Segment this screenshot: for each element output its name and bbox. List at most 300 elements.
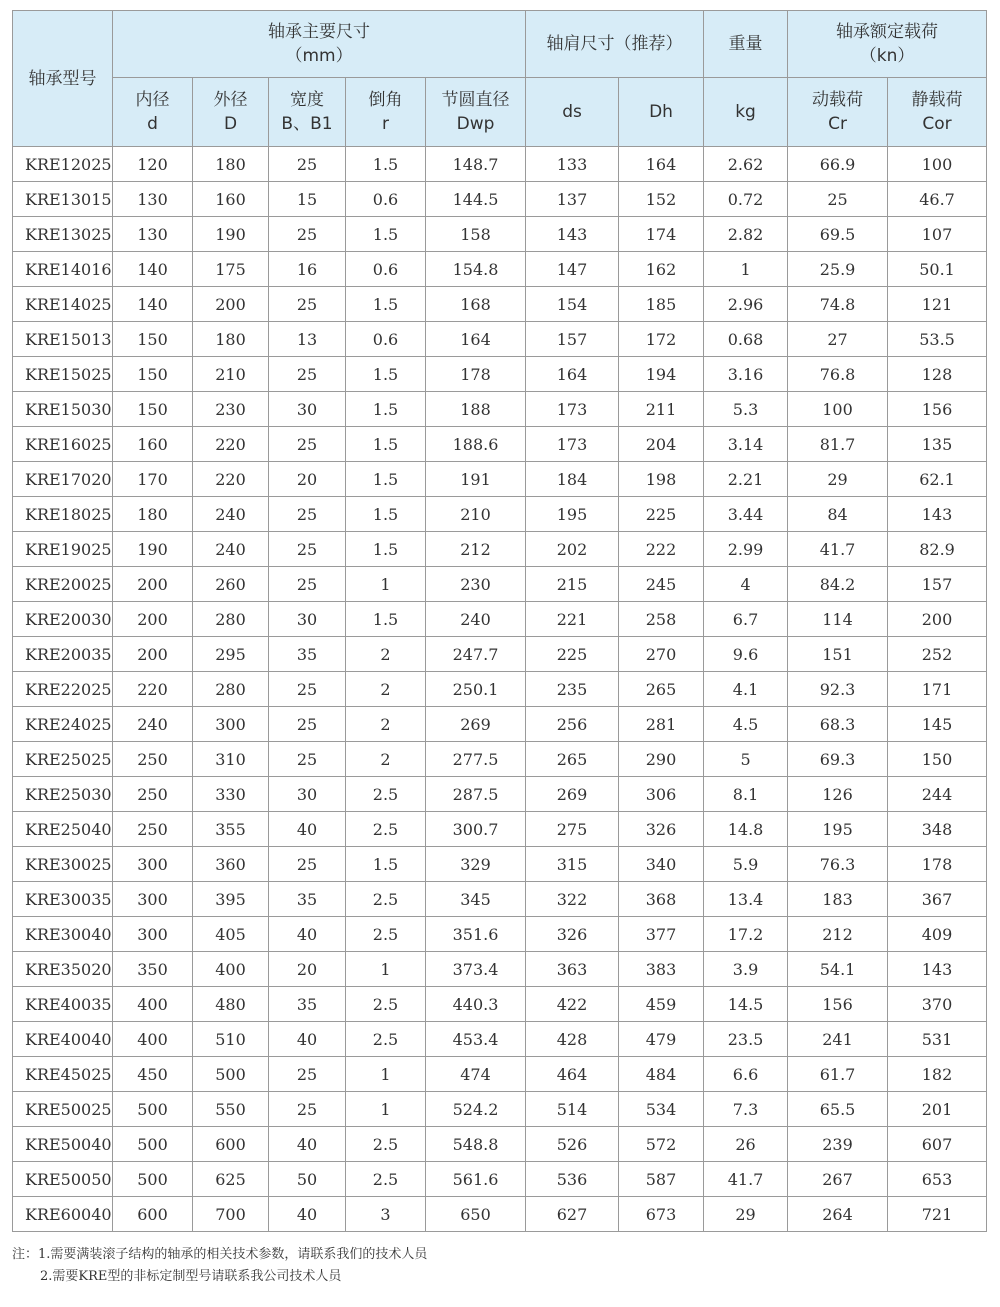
table-cell: 133	[526, 147, 619, 182]
table-cell: 548.8	[426, 1127, 526, 1162]
table-cell: 250	[113, 812, 193, 847]
table-cell: 65.5	[788, 1092, 888, 1127]
table-cell: 230	[193, 392, 269, 427]
table-cell: 180	[193, 322, 269, 357]
table-cell: 50.1	[888, 252, 987, 287]
table-cell: 162	[619, 252, 704, 287]
cell-model: KRE50025	[13, 1092, 113, 1127]
table-cell: 256	[526, 707, 619, 742]
table-cell: 348	[888, 812, 987, 847]
table-cell: 7.3	[704, 1092, 788, 1127]
table-cell: 360	[193, 847, 269, 882]
table-cell: 152	[619, 182, 704, 217]
table-cell: 66.9	[788, 147, 888, 182]
table-cell: 2	[346, 672, 426, 707]
header-col-inner-diameter	[113, 78, 193, 147]
table-cell: 536	[526, 1162, 619, 1197]
table-cell: 156	[888, 392, 987, 427]
table-row	[13, 882, 987, 917]
table-row	[13, 672, 987, 707]
header-col-dh: Dh	[619, 78, 704, 147]
table-row	[13, 252, 987, 287]
table-row	[13, 217, 987, 252]
table-cell: 130	[113, 182, 193, 217]
table-cell: 2.5	[346, 1162, 426, 1197]
table-cell: 40	[269, 812, 346, 847]
header-col-symbol: Cor	[922, 114, 952, 134]
table-cell: 35	[269, 637, 346, 672]
table-cell: 41.7	[704, 1162, 788, 1197]
header-col-symbol: d	[147, 114, 158, 134]
table-cell: 25	[269, 1057, 346, 1092]
table-cell: 587	[619, 1162, 704, 1197]
table-cell: 373.4	[426, 952, 526, 987]
table-cell: 30	[269, 777, 346, 812]
table-cell: 383	[619, 952, 704, 987]
table-cell: 76.3	[788, 847, 888, 882]
table-cell: 215	[526, 567, 619, 602]
table-cell: 25	[788, 182, 888, 217]
table-cell: 14.5	[704, 987, 788, 1022]
cell-model: KRE16025	[13, 427, 113, 462]
cell-model: KRE25040	[13, 812, 113, 847]
table-row	[13, 1092, 987, 1127]
table-cell: 188.6	[426, 427, 526, 462]
table-cell: 154.8	[426, 252, 526, 287]
table-cell: 1	[346, 1057, 426, 1092]
table-cell: 25	[269, 707, 346, 742]
table-cell: 1.5	[346, 602, 426, 637]
table-cell: 130	[113, 217, 193, 252]
table-row	[13, 462, 987, 497]
table-cell: 54.1	[788, 952, 888, 987]
table-cell: 211	[619, 392, 704, 427]
table-cell: 561.6	[426, 1162, 526, 1197]
table-cell: 148.7	[426, 147, 526, 182]
cell-model: KRE50050	[13, 1162, 113, 1197]
table-cell: 368	[619, 882, 704, 917]
table-cell: 200	[113, 602, 193, 637]
table-cell: 143	[526, 217, 619, 252]
table-cell: 25	[269, 742, 346, 777]
cell-model: KRE20025	[13, 567, 113, 602]
table-cell: 1.5	[346, 847, 426, 882]
table-cell: 4	[704, 567, 788, 602]
table-cell: 25	[269, 847, 346, 882]
table-cell: 170	[113, 462, 193, 497]
table-cell: 280	[193, 672, 269, 707]
table-cell: 135	[888, 427, 987, 462]
table-row	[13, 1197, 987, 1232]
table-cell: 531	[888, 1022, 987, 1057]
table-cell: 267	[788, 1162, 888, 1197]
table-cell: 240	[193, 532, 269, 567]
cell-model: KRE40040	[13, 1022, 113, 1057]
table-cell: 121	[888, 287, 987, 322]
table-row	[13, 812, 987, 847]
table-cell: 264	[788, 1197, 888, 1232]
table-cell: 300	[193, 707, 269, 742]
header-main-dimensions-unit: （mm）	[285, 46, 353, 66]
table-cell: 128	[888, 357, 987, 392]
table-cell: 200	[888, 602, 987, 637]
table-cell: 2.5	[346, 1022, 426, 1057]
cell-model: KRE14016	[13, 252, 113, 287]
table-cell: 23.5	[704, 1022, 788, 1057]
table-cell: 459	[619, 987, 704, 1022]
table-cell: 484	[619, 1057, 704, 1092]
table-cell: 287.5	[426, 777, 526, 812]
header-col-width	[269, 78, 346, 147]
table-cell: 225	[619, 497, 704, 532]
header-col-name: 内径	[135, 90, 170, 110]
table-row	[13, 532, 987, 567]
cell-model: KRE17020	[13, 462, 113, 497]
table-cell: 315	[526, 847, 619, 882]
table-cell: 2.5	[346, 812, 426, 847]
table-cell: 76.8	[788, 357, 888, 392]
table-cell: 40	[269, 1022, 346, 1057]
header-main-dimensions-title: 轴承主要尺寸	[268, 22, 371, 42]
table-cell: 25	[269, 672, 346, 707]
header-col-symbol: D	[223, 114, 238, 134]
table-cell: 150	[113, 392, 193, 427]
table-cell: 210	[426, 497, 526, 532]
table-cell: 625	[193, 1162, 269, 1197]
bearing-spec-table-container	[12, 10, 986, 1232]
table-cell: 168	[426, 287, 526, 322]
table-cell: 160	[193, 182, 269, 217]
table-cell: 673	[619, 1197, 704, 1232]
table-row	[13, 952, 987, 987]
table-cell: 351.6	[426, 917, 526, 952]
table-cell: 370	[888, 987, 987, 1022]
header-col-pitch-diameter	[426, 78, 526, 147]
table-cell: 252	[888, 637, 987, 672]
table-cell: 2	[346, 707, 426, 742]
table-cell: 53.5	[888, 322, 987, 357]
cell-model: KRE13025	[13, 217, 113, 252]
table-cell: 220	[193, 462, 269, 497]
table-cell: 82.9	[888, 532, 987, 567]
cell-model: KRE50040	[13, 1127, 113, 1162]
footnote-2: 2.需要KRE型的非标定制型号请联系我公司技术人员	[40, 1269, 342, 1284]
table-row	[13, 1057, 987, 1092]
table-cell: 240	[113, 707, 193, 742]
table-cell: 200	[193, 287, 269, 322]
table-row	[13, 392, 987, 427]
table-cell: 510	[193, 1022, 269, 1057]
header-col-symbol: Cr	[828, 114, 847, 134]
table-cell: 250.1	[426, 672, 526, 707]
table-cell: 220	[193, 427, 269, 462]
table-cell: 158	[426, 217, 526, 252]
table-cell: 2.5	[346, 987, 426, 1022]
table-cell: 46.7	[888, 182, 987, 217]
table-cell: 241	[788, 1022, 888, 1057]
table-cell: 250	[113, 742, 193, 777]
table-cell: 428	[526, 1022, 619, 1057]
table-cell: 239	[788, 1127, 888, 1162]
table-cell: 653	[888, 1162, 987, 1197]
header-load-unit: （kn）	[859, 46, 915, 66]
table-cell: 0.68	[704, 322, 788, 357]
header-col-name: 倒角	[368, 90, 403, 110]
table-cell: 400	[113, 987, 193, 1022]
cell-model: KRE20035	[13, 637, 113, 672]
table-cell: 107	[888, 217, 987, 252]
table-cell: 191	[426, 462, 526, 497]
table-cell: 514	[526, 1092, 619, 1127]
cell-model: KRE20030	[13, 602, 113, 637]
cell-model: KRE19025	[13, 532, 113, 567]
table-cell: 3.44	[704, 497, 788, 532]
table-cell: 650	[426, 1197, 526, 1232]
table-cell: 195	[788, 812, 888, 847]
table-cell: 0.6	[346, 252, 426, 287]
table-cell: 25	[269, 497, 346, 532]
table-cell: 3	[346, 1197, 426, 1232]
table-cell: 0.6	[346, 322, 426, 357]
table-cell: 2.5	[346, 882, 426, 917]
header-shoulder: 轴肩尺寸（推荐）	[526, 11, 704, 78]
cell-model: KRE40035	[13, 987, 113, 1022]
table-cell: 1	[346, 952, 426, 987]
header-load-title: 轴承额定载荷	[836, 22, 939, 42]
table-cell: 1	[346, 1092, 426, 1127]
table-cell: 1.5	[346, 357, 426, 392]
table-cell: 173	[526, 427, 619, 462]
table-cell: 300.7	[426, 812, 526, 847]
table-cell: 150	[113, 357, 193, 392]
table-cell: 221	[526, 602, 619, 637]
table-cell: 322	[526, 882, 619, 917]
table-cell: 30	[269, 392, 346, 427]
table-cell: 50	[269, 1162, 346, 1197]
table-row	[13, 427, 987, 462]
table-cell: 13	[269, 322, 346, 357]
table-cell: 157	[888, 567, 987, 602]
table-row	[13, 182, 987, 217]
table-cell: 300	[113, 882, 193, 917]
cell-model: KRE15030	[13, 392, 113, 427]
table-cell: 405	[193, 917, 269, 952]
table-cell: 40	[269, 917, 346, 952]
table-cell: 1.5	[346, 497, 426, 532]
table-cell: 164	[619, 147, 704, 182]
table-cell: 3.14	[704, 427, 788, 462]
table-cell: 84	[788, 497, 888, 532]
table-cell: 25	[269, 217, 346, 252]
table-cell: 2.21	[704, 462, 788, 497]
header-weight: 重量	[704, 11, 788, 78]
table-body	[13, 147, 987, 1232]
table-cell: 8.1	[704, 777, 788, 812]
table-cell: 29	[704, 1197, 788, 1232]
table-header	[13, 11, 987, 147]
table-cell: 600	[113, 1197, 193, 1232]
table-cell: 35	[269, 882, 346, 917]
table-cell: 526	[526, 1127, 619, 1162]
table-cell: 400	[113, 1022, 193, 1057]
header-col-name: 节圆直径	[441, 90, 510, 110]
table-cell: 40	[269, 1127, 346, 1162]
table-cell: 178	[888, 847, 987, 882]
table-cell: 6.7	[704, 602, 788, 637]
table-cell: 195	[526, 497, 619, 532]
table-cell: 25	[269, 147, 346, 182]
table-cell: 355	[193, 812, 269, 847]
table-cell: 69.5	[788, 217, 888, 252]
table-cell: 5	[704, 742, 788, 777]
table-cell: 500	[113, 1127, 193, 1162]
table-cell: 20	[269, 952, 346, 987]
table-cell: 500	[113, 1092, 193, 1127]
table-cell: 240	[426, 602, 526, 637]
cell-model: KRE45025	[13, 1057, 113, 1092]
table-cell: 157	[526, 322, 619, 357]
table-cell: 5.9	[704, 847, 788, 882]
table-cell: 721	[888, 1197, 987, 1232]
table-row	[13, 602, 987, 637]
table-cell: 1.5	[346, 147, 426, 182]
table-cell: 395	[193, 882, 269, 917]
header-col-outer-diameter	[193, 78, 269, 147]
table-cell: 160	[113, 427, 193, 462]
table-cell: 15	[269, 182, 346, 217]
table-cell: 150	[888, 742, 987, 777]
table-cell: 145	[888, 707, 987, 742]
table-cell: 607	[888, 1127, 987, 1162]
table-cell: 600	[193, 1127, 269, 1162]
table-cell: 350	[113, 952, 193, 987]
table-cell: 3.9	[704, 952, 788, 987]
table-cell: 250	[113, 777, 193, 812]
table-cell: 35	[269, 987, 346, 1022]
table-cell: 25.9	[788, 252, 888, 287]
header-col-name: 外径	[213, 90, 248, 110]
table-cell: 2.5	[346, 917, 426, 952]
table-cell: 2	[346, 637, 426, 672]
table-cell: 220	[113, 672, 193, 707]
table-cell: 500	[113, 1162, 193, 1197]
table-cell: 198	[619, 462, 704, 497]
table-row	[13, 847, 987, 882]
cell-model: KRE25025	[13, 742, 113, 777]
table-cell: 184	[526, 462, 619, 497]
table-cell: 572	[619, 1127, 704, 1162]
table-cell: 143	[888, 952, 987, 987]
table-cell: 25	[269, 427, 346, 462]
table-cell: 4.5	[704, 707, 788, 742]
cell-model: KRE24025	[13, 707, 113, 742]
cell-model: KRE30040	[13, 917, 113, 952]
table-cell: 295	[193, 637, 269, 672]
table-cell: 281	[619, 707, 704, 742]
table-cell: 202	[526, 532, 619, 567]
table-cell: 13.4	[704, 882, 788, 917]
cell-model: KRE15025	[13, 357, 113, 392]
table-cell: 450	[113, 1057, 193, 1092]
table-cell: 524.2	[426, 1092, 526, 1127]
table-cell: 244	[888, 777, 987, 812]
table-cell: 190	[113, 532, 193, 567]
table-cell: 1.5	[346, 287, 426, 322]
cell-model: KRE30025	[13, 847, 113, 882]
table-cell: 25	[269, 357, 346, 392]
table-row	[13, 637, 987, 672]
table-cell: 20	[269, 462, 346, 497]
table-cell: 2.5	[346, 777, 426, 812]
table-row	[13, 1022, 987, 1057]
table-cell: 147	[526, 252, 619, 287]
table-cell: 4.1	[704, 672, 788, 707]
table-cell: 200	[113, 637, 193, 672]
cell-model: KRE14025	[13, 287, 113, 322]
table-cell: 68.3	[788, 707, 888, 742]
table-cell: 300	[113, 847, 193, 882]
table-cell: 306	[619, 777, 704, 812]
footnote-1: 注：1.需要满装滚子结构的轴承的相关技术参数，请联系我们的技术人员	[12, 1247, 428, 1262]
table-cell: 1	[704, 252, 788, 287]
table-cell: 201	[888, 1092, 987, 1127]
table-cell: 326	[526, 917, 619, 952]
table-cell: 1	[346, 567, 426, 602]
cell-model: KRE60040	[13, 1197, 113, 1232]
table-row	[13, 777, 987, 812]
table-cell: 345	[426, 882, 526, 917]
table-cell: 1.5	[346, 427, 426, 462]
table-cell: 17.2	[704, 917, 788, 952]
table-cell: 171	[888, 672, 987, 707]
table-cell: 0.72	[704, 182, 788, 217]
table-cell: 81.7	[788, 427, 888, 462]
table-cell: 330	[193, 777, 269, 812]
table-cell: 143	[888, 497, 987, 532]
table-cell: 377	[619, 917, 704, 952]
table-cell: 151	[788, 637, 888, 672]
table-cell: 260	[193, 567, 269, 602]
table-cell: 25	[269, 532, 346, 567]
table-cell: 2.96	[704, 287, 788, 322]
table-cell: 120	[113, 147, 193, 182]
header-load	[788, 11, 987, 78]
table-cell: 269	[526, 777, 619, 812]
cell-model: KRE35020	[13, 952, 113, 987]
table-cell: 550	[193, 1092, 269, 1127]
table-row	[13, 147, 987, 182]
table-cell: 27	[788, 322, 888, 357]
table-cell: 212	[426, 532, 526, 567]
table-cell: 25	[269, 567, 346, 602]
table-cell: 627	[526, 1197, 619, 1232]
table-cell: 275	[526, 812, 619, 847]
table-cell: 225	[526, 637, 619, 672]
header-col-name: 静载荷	[911, 90, 963, 110]
table-cell: 178	[426, 357, 526, 392]
table-cell: 140	[113, 252, 193, 287]
table-cell: 114	[788, 602, 888, 637]
table-cell: 180	[193, 147, 269, 182]
header-main-dimensions	[113, 11, 526, 78]
table-cell: 280	[193, 602, 269, 637]
table-cell: 183	[788, 882, 888, 917]
table-cell: 204	[619, 427, 704, 462]
table-row	[13, 987, 987, 1022]
table-row	[13, 497, 987, 532]
table-cell: 247.7	[426, 637, 526, 672]
table-cell: 340	[619, 847, 704, 882]
